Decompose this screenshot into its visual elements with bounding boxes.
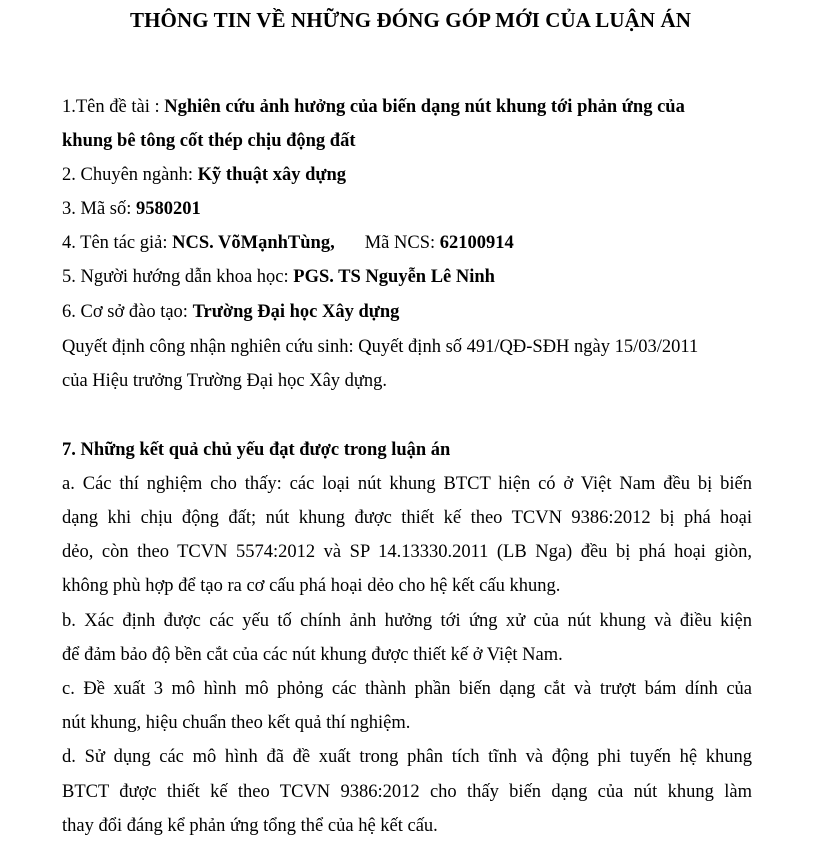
topic-label: 1.Tên đề tài : xyxy=(62,97,165,117)
results-line: a. Các thí nghiệm cho thấy: các loại nút khung BTCT hiện có ở Việt Nam đều bị biến xyxy=(62,474,752,494)
author-label: 4. Tên tác giả: xyxy=(62,233,173,253)
results-line: d. Sử dụng các mô hình đã đề xuất trong phân tích tĩnh và động phi tuyến hệ khung xyxy=(62,747,752,767)
results-heading xyxy=(62,439,752,461)
advisor-label: 5. Người hướng dẫn khoa học: xyxy=(62,267,294,287)
topic-line-2 xyxy=(62,130,752,152)
author-line xyxy=(62,232,752,254)
institution-value: Trường Đại học Xây dựng xyxy=(192,302,400,322)
major-label: 2. Chuyên ngành: xyxy=(62,165,198,185)
decision-line-1: Quyết định công nhận nghiên cứu sinh: Quyết định số 491/QĐ-SĐH ngày 15/03/2011 xyxy=(62,337,699,357)
results-line: dạng khi chịu động đất; nút khung được thiết kế theo TCVN 9386:2012 bị phá hoại xyxy=(62,508,752,528)
topic-line-1 xyxy=(62,96,752,118)
results-line: để đảm bảo độ bền cắt của các nút khung được thiết kế ở Việt Nam. xyxy=(62,645,563,665)
institution-line xyxy=(62,301,752,323)
author-id-value: 62100914 xyxy=(439,233,514,253)
results-line: dẻo, còn theo TCVN 5574:2012 và SP 14.13330.2011 (LB Nga) đều bị phá hoại giòn, xyxy=(62,542,752,562)
institution-label: 6. Cơ sở đào tạo: xyxy=(62,302,193,322)
code-label: 3. Mã số: xyxy=(62,199,136,219)
major-value: Kỹ thuật xây dựng xyxy=(197,165,346,185)
advisor-line xyxy=(62,266,752,288)
code-line xyxy=(62,198,752,220)
decision-line-2: của Hiệu trưởng Trường Đại học Xây dựng. xyxy=(62,371,388,391)
results-line: nút khung, hiệu chuẩn theo kết quả thí nghiệm. xyxy=(62,713,411,733)
author-value: NCS. VõMạnhTùng, xyxy=(172,233,335,253)
results-line: c. Đề xuất 3 mô hình mô phỏng các thành phần biến dạng cắt và trượt bám dính của xyxy=(62,679,752,699)
topic-value-1: Nghiên cứu ảnh hưởng của biến dạng nút khung tới phản ứng của xyxy=(164,97,685,117)
results-line: không phù hợp để tạo ra cơ cấu phá hoại dẻo cho hệ kết cấu khung. xyxy=(62,576,561,596)
results-heading-text: 7. Những kết quả chủ yếu đạt được trong luận án xyxy=(62,440,451,460)
advisor-value: PGS. TS Nguyễn Lê Ninh xyxy=(293,267,495,287)
major-line xyxy=(62,164,752,186)
page-title: THÔNG TIN VỀ NHỮNG ĐÓNG GÓP MỚI CỦA LUẬN ÁN xyxy=(129,8,692,32)
results-line: b. Xác định được các yếu tố chính ảnh hưởng tới ứng xử của nút khung và điều kiện xyxy=(62,611,752,631)
code-value: 9580201 xyxy=(136,199,201,219)
topic-value-2: khung bê tông cốt thép chịu động đất xyxy=(62,131,356,151)
results-line: BTCT được thiết kế theo TCVN 9386:2012 cho thấy biến dạng của nút khung làm xyxy=(62,782,752,802)
results-line: thay đổi đáng kể phản ứng tổng thể của hệ kết cấu. xyxy=(62,816,438,836)
author-id-label: Mã NCS: xyxy=(364,233,440,253)
